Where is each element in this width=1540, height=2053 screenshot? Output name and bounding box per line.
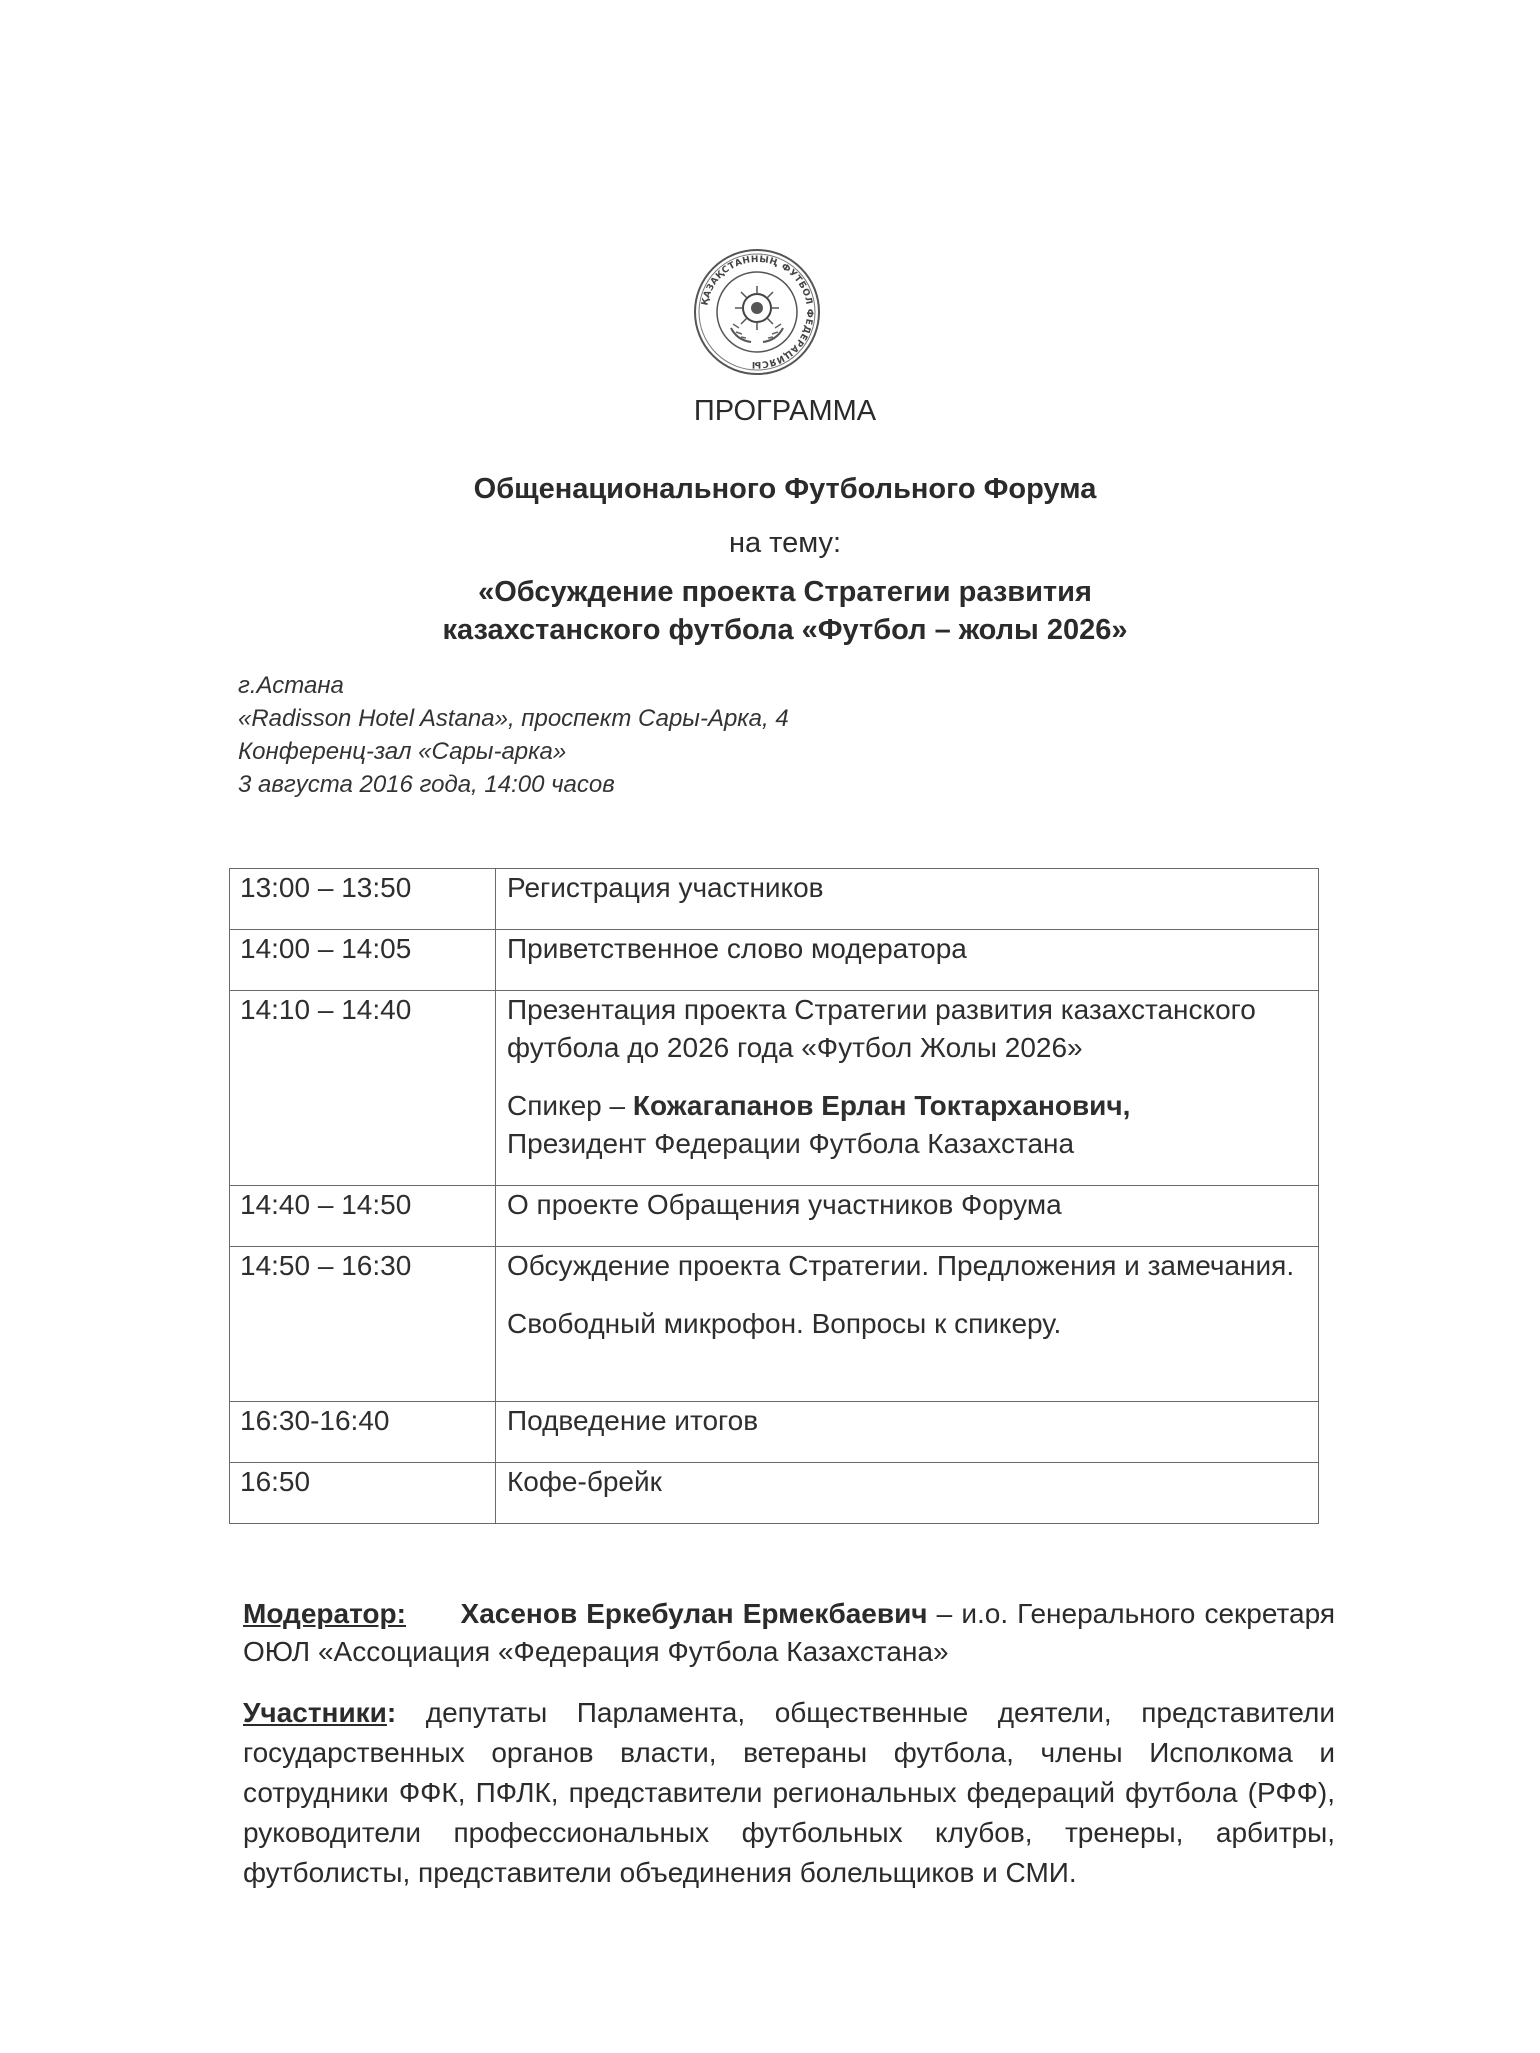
schedule-table [229, 868, 1319, 1524]
time-cell: 16:50 [230, 1463, 496, 1524]
table-row [230, 930, 1319, 991]
activity-cell [496, 1247, 1319, 1402]
activity-cell: О проекте Обращения участников Форума [496, 1186, 1319, 1247]
activity-cell: Регистрация участников [496, 869, 1319, 930]
time-cell: 13:00 – 13:50 [230, 869, 496, 930]
venue-datetime: 3 августа 2016 года, 14:00 часов [238, 771, 615, 798]
activity-cell: Подведение итогов [496, 1402, 1319, 1463]
moderator-paragraph [243, 1595, 1335, 1671]
speaker-prefix: Спикер – [507, 1090, 633, 1121]
document-heading: ПРОГРАММА [693, 395, 877, 427]
on-topic-label: на тему: [728, 527, 842, 559]
forum-topic-line-1: «Обсуждение проекта Стратегии развития [478, 576, 1092, 608]
activity-cell: Кофе-брейк [496, 1463, 1319, 1524]
participants-paragraph [243, 1693, 1335, 1893]
venue-hotel: «Radisson Hotel Astana», проспект Сары-Арка, 4 [238, 705, 789, 732]
moderator-role: – и.о. Генерального секретаря ОЮЛ «Ассоциация «Федерация Футбола Казахстана» [243, 1598, 1335, 1667]
activity-text-2: Свободный микрофон. Вопросы к спикеру. [507, 1308, 1062, 1339]
participants-label: Участники [243, 1697, 387, 1728]
table-row [230, 1463, 1319, 1524]
federation-emblem-icon [693, 248, 821, 376]
time-cell: 14:40 – 14:50 [230, 1186, 496, 1247]
table-row [230, 991, 1319, 1186]
moderator-label: Модератор: [243, 1598, 406, 1629]
forum-title: Общенационального Футбольного Форума [473, 473, 1097, 505]
activity-text: Презентация проекта Стратегии развития казахстанского футбола до 2026 года «Футбол Жолы 2026» [507, 994, 1256, 1063]
table-row [230, 1402, 1319, 1463]
forum-topic [0, 573, 1540, 649]
participants-text: депутаты Парламента, общественные деятели, представители государственных органов власти, ветераны футбола, члены Исполкома и сотрудники ФФК, ПФЛК, представители региональных федераций футбола (РФФ), руководители профессиональных футбольных клубов, тренеры, арбитры, футболисты, представители объединения болельщиков и СМИ. [243, 1697, 1336, 1888]
table-row [230, 869, 1319, 930]
table-row [230, 1247, 1319, 1402]
speaker-line [507, 1087, 1308, 1125]
venue-hall: Конференц-зал «Сары-арка» [238, 738, 567, 765]
time-cell: 14:50 – 16:30 [230, 1247, 496, 1402]
svg-text:ҚАЗАҚСТАННЫҢ ФУТБОЛ ФЕДЕРАЦИЯС: ҚАЗАҚСТАННЫҢ ФУТБОЛ ФЕДЕРАЦИЯСЫ [700, 254, 815, 370]
emblem-seal [693, 248, 821, 376]
time-cell: 14:00 – 14:05 [230, 930, 496, 991]
venue-block [238, 669, 789, 801]
activity-text: Обсуждение проекта Стратегии. Предложения и замечания. [507, 1250, 1295, 1281]
time-cell: 16:30-16:40 [230, 1402, 496, 1463]
speaker-role: Президент Федерации Футбола Казахстана [507, 1128, 1075, 1159]
speaker-name: Кожагапанов Ерлан Токтарханович, [632, 1090, 1131, 1121]
activity-cell [496, 991, 1319, 1186]
time-cell: 14:10 – 14:40 [230, 991, 496, 1186]
moderator-name: Хасенов Еркебулан Ермекбаевич [460, 1598, 928, 1629]
activity-cell: Приветственное слово модератора [496, 930, 1319, 991]
table-row [230, 1186, 1319, 1247]
forum-topic-line-2: казахстанского футбола «Футбол – жолы 2026» [442, 614, 1128, 646]
participants-colon: : [386, 1697, 397, 1728]
venue-city: г.Астана [238, 672, 344, 699]
